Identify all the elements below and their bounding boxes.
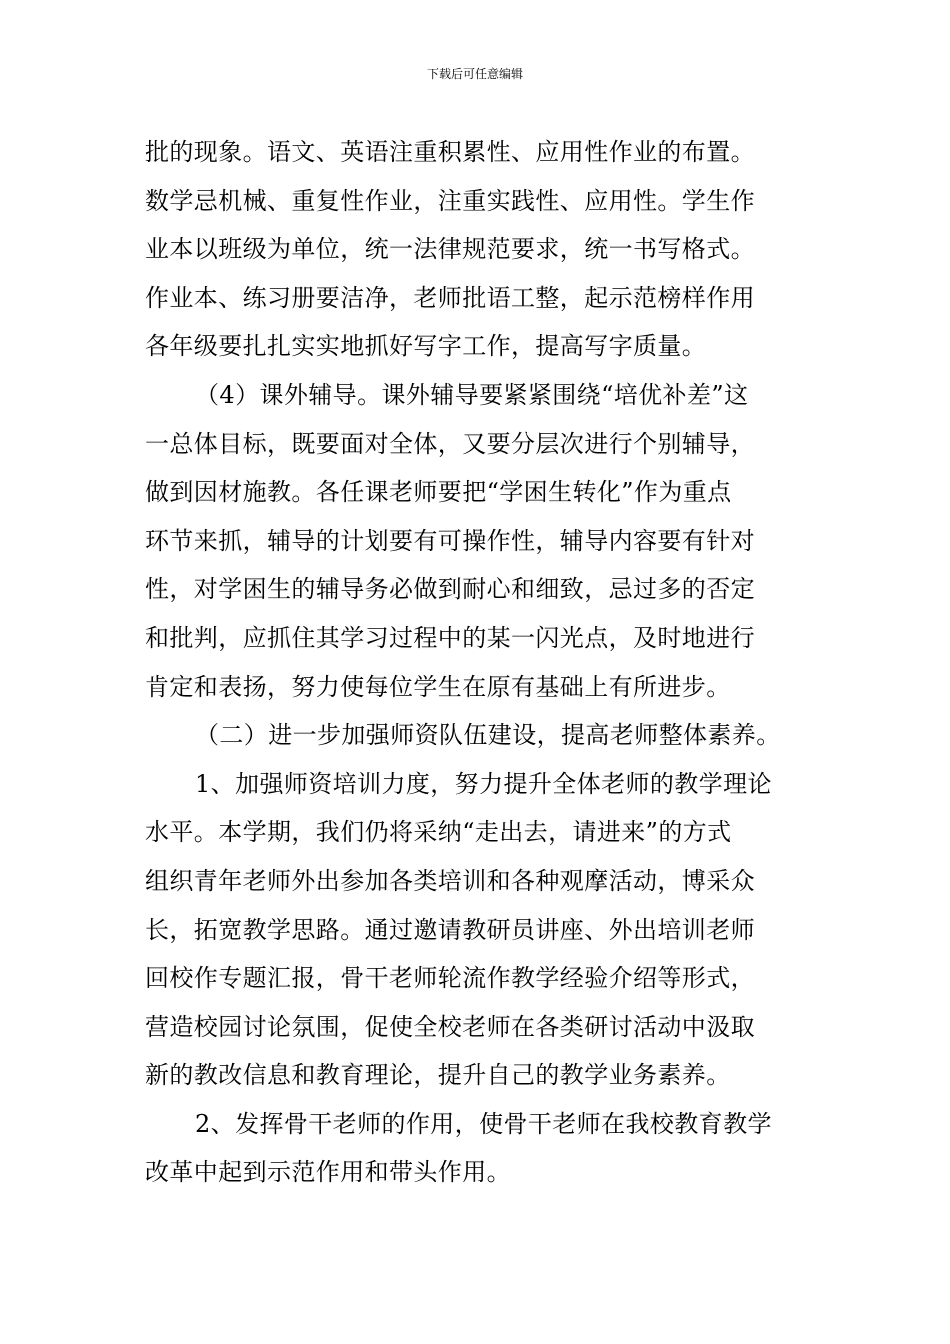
text-line: 性，对学困生的辅导务必做到耐心和细致，忌过多的否定 — [145, 575, 755, 604]
text-line: 组织青年老师外出参加各类培训和各种观摩活动，博采众 — [145, 866, 755, 895]
text-line: 水平。本学期，我们仍将采纳“走出去，请进来”的方式 — [145, 818, 732, 847]
paragraph-start-line: （4）课外辅导。课外辅导要紧紧围绕“培优补差”这 — [195, 380, 749, 409]
text-line: 肯定和表扬，努力使每位学生在原有基础上有所进步。 — [145, 672, 731, 701]
page-header: 下载后可任意编辑 — [426, 67, 523, 81]
text-line: 做到因材施教。各任课老师要把“学困生转化”作为重点 — [145, 478, 732, 507]
text-line: 回校作专题汇报，骨干老师轮流作教学经验介绍等形式， — [145, 964, 755, 993]
text-line: 一总体目标，既要面对全体，又要分层次进行个别辅导， — [145, 429, 755, 458]
text-line: 改革中起到示范作用和带头作用。 — [145, 1158, 511, 1187]
paragraph-start-line: 2、发挥骨干老师的作用，使骨干老师在我校教育教学 — [195, 1109, 772, 1138]
text-line: 新的教改信息和教育理论，提升自己的教学业务素养。 — [145, 1061, 731, 1090]
text-line: 长，拓宽教学思路。通过邀请教研员讲座、外出培训老师 — [145, 915, 755, 944]
text-line: 业本以班级为单位，统一法律规范要求，统一书写格式。 — [145, 235, 755, 264]
document-body — [145, 128, 807, 1197]
text-line: 各年级要扎扎实实地抓好写字工作，提高写字质量。 — [145, 332, 707, 361]
text-line: 环节来抓，辅导的计划要有可操作性，辅导内容要有针对 — [145, 526, 755, 555]
section-heading-line: （二）进一步加强师资队伍建设，提高老师整体素养。 — [195, 721, 781, 750]
text-line: 批的现象。语文、英语注重积累性、应用性作业的布置。 — [145, 138, 755, 166]
text-line: 作业本、练习册要洁净，老师批语工整，起示范榜样作用 — [145, 283, 755, 312]
text-line: 数学忌机械、重复性作业，注重实践性、应用性。学生作 — [145, 186, 755, 215]
text-line: 和批判，应抓住其学习过程中的某一闪光点，及时地进行 — [145, 623, 755, 652]
paragraph-start-line: 1、加强师资培训力度，努力提升全体老师的教学理论 — [195, 769, 772, 798]
text-line: 营造校园讨论氛围，促使全校老师在各类研讨活动中汲取 — [145, 1012, 755, 1041]
